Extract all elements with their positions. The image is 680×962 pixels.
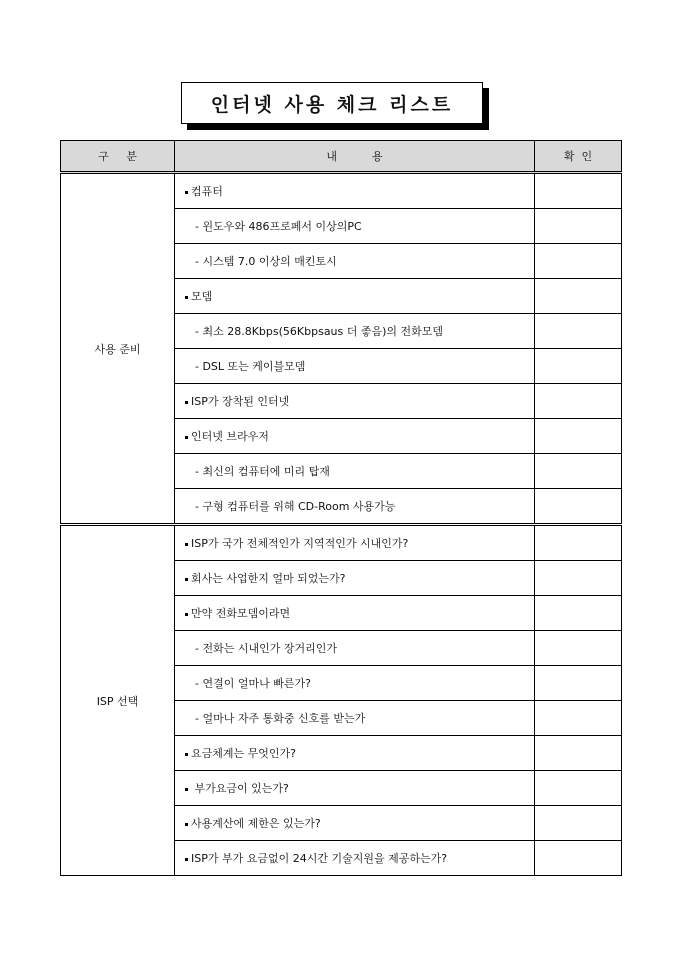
- header-check: 확 인: [535, 141, 622, 173]
- check-cell[interactable]: [535, 806, 622, 841]
- check-cell[interactable]: [535, 631, 622, 666]
- check-cell[interactable]: [535, 349, 622, 384]
- checklist-item: [175, 631, 535, 666]
- checklist-item: [175, 314, 535, 349]
- checklist-item: [175, 596, 535, 631]
- bullet-icon: [185, 401, 188, 404]
- checklist-item: [175, 419, 535, 454]
- check-cell[interactable]: [535, 244, 622, 279]
- header-row: [61, 141, 622, 173]
- check-cell[interactable]: [535, 596, 622, 631]
- checklist-item-text: - 최소 28.8Kbps(56Kbpsaus 더 좋음)의 전화모뎀: [195, 325, 444, 338]
- checklist-item-text: - 구형 컴퓨터를 위해 CD-Room 사용가능: [195, 500, 396, 513]
- checklist-item: [175, 489, 535, 525]
- checklist-item-text: 부가요금이 있는가?: [191, 782, 289, 795]
- checklist-item: [175, 244, 535, 279]
- check-cell[interactable]: [535, 209, 622, 244]
- checklist-item: [175, 209, 535, 244]
- checklist-item: [175, 384, 535, 419]
- check-cell[interactable]: [535, 419, 622, 454]
- check-cell[interactable]: [535, 279, 622, 314]
- checklist-item: [175, 279, 535, 314]
- checklist-item-text: - DSL 또는 케이블모뎀: [195, 360, 306, 373]
- checklist-item-text: 회사는 사업한지 얼마 되었는가?: [191, 572, 346, 585]
- header-content: 내 용: [175, 141, 535, 173]
- check-cell[interactable]: [535, 173, 622, 209]
- bullet-icon: [185, 788, 188, 791]
- check-cell[interactable]: [535, 314, 622, 349]
- checklist-item-text: 모뎀: [191, 290, 213, 303]
- checklist-table: [60, 140, 622, 876]
- checklist-item-text: 인터넷 브라우저: [191, 430, 269, 443]
- checklist-item-text: - 전화는 시내인가 장거리인가: [195, 642, 337, 655]
- check-cell[interactable]: [535, 841, 622, 876]
- table-row: [61, 173, 622, 209]
- bullet-icon: [185, 436, 188, 439]
- table-row: [61, 525, 622, 561]
- bullet-icon: [185, 753, 188, 756]
- title-block: [181, 82, 483, 124]
- checklist-item-text: ISP가 부가 요금없이 24시간 기술지원을 제공하는가?: [191, 852, 448, 865]
- checklist-item-text: ISP가 장착된 인터넷: [191, 395, 290, 408]
- checklist-item: [175, 173, 535, 209]
- checklist-item: [175, 666, 535, 701]
- page-title: 인터넷 사용 체크 리스트: [181, 82, 483, 124]
- checklist-item: [175, 701, 535, 736]
- checklist-item-text: 컴퓨터: [191, 185, 223, 198]
- bullet-icon: [185, 613, 188, 616]
- check-cell[interactable]: [535, 701, 622, 736]
- checklist-item-text: 요금체계는 무엇인가?: [191, 747, 296, 760]
- checklist-item: [175, 349, 535, 384]
- checklist-item: [175, 841, 535, 876]
- checklist-item-text: ISP가 국가 전체적인가 지역적인가 시내인가?: [191, 537, 409, 550]
- checklist-item-text: 만약 전화모뎀이라면: [191, 607, 291, 620]
- checklist-item: [175, 454, 535, 489]
- checklist-item-text: - 연결이 얼마나 빠른가?: [195, 677, 311, 690]
- checklist-item-text: - 얼마나 자주 통화중 신호를 받는가: [195, 712, 366, 725]
- checklist-item: [175, 736, 535, 771]
- checklist-item-text: - 윈도우와 486프로페서 이상의PC: [195, 220, 362, 233]
- check-cell[interactable]: [535, 489, 622, 525]
- check-cell[interactable]: [535, 736, 622, 771]
- checklist-item: [175, 806, 535, 841]
- checklist-item-text: - 시스템 7.0 이상의 매킨토시: [195, 255, 337, 268]
- checklist-item: [175, 525, 535, 561]
- check-cell[interactable]: [535, 384, 622, 419]
- bullet-icon: [185, 578, 188, 581]
- bullet-icon: [185, 543, 188, 546]
- checklist-item: [175, 561, 535, 596]
- bullet-icon: [185, 823, 188, 826]
- section-category: 사용 준비: [61, 173, 175, 525]
- checklist-item: [175, 771, 535, 806]
- check-cell[interactable]: [535, 561, 622, 596]
- check-cell[interactable]: [535, 771, 622, 806]
- checklist-item-text: - 최신의 컴퓨터에 미리 탑재: [195, 465, 330, 478]
- bullet-icon: [185, 858, 188, 861]
- bullet-icon: [185, 191, 188, 194]
- bullet-icon: [185, 296, 188, 299]
- check-cell[interactable]: [535, 454, 622, 489]
- check-cell[interactable]: [535, 525, 622, 561]
- section-category: ISP 선택: [61, 525, 175, 876]
- header-category: 구 분: [61, 141, 175, 173]
- checklist-item-text: 사용계산에 제한은 있는가?: [191, 817, 321, 830]
- check-cell[interactable]: [535, 666, 622, 701]
